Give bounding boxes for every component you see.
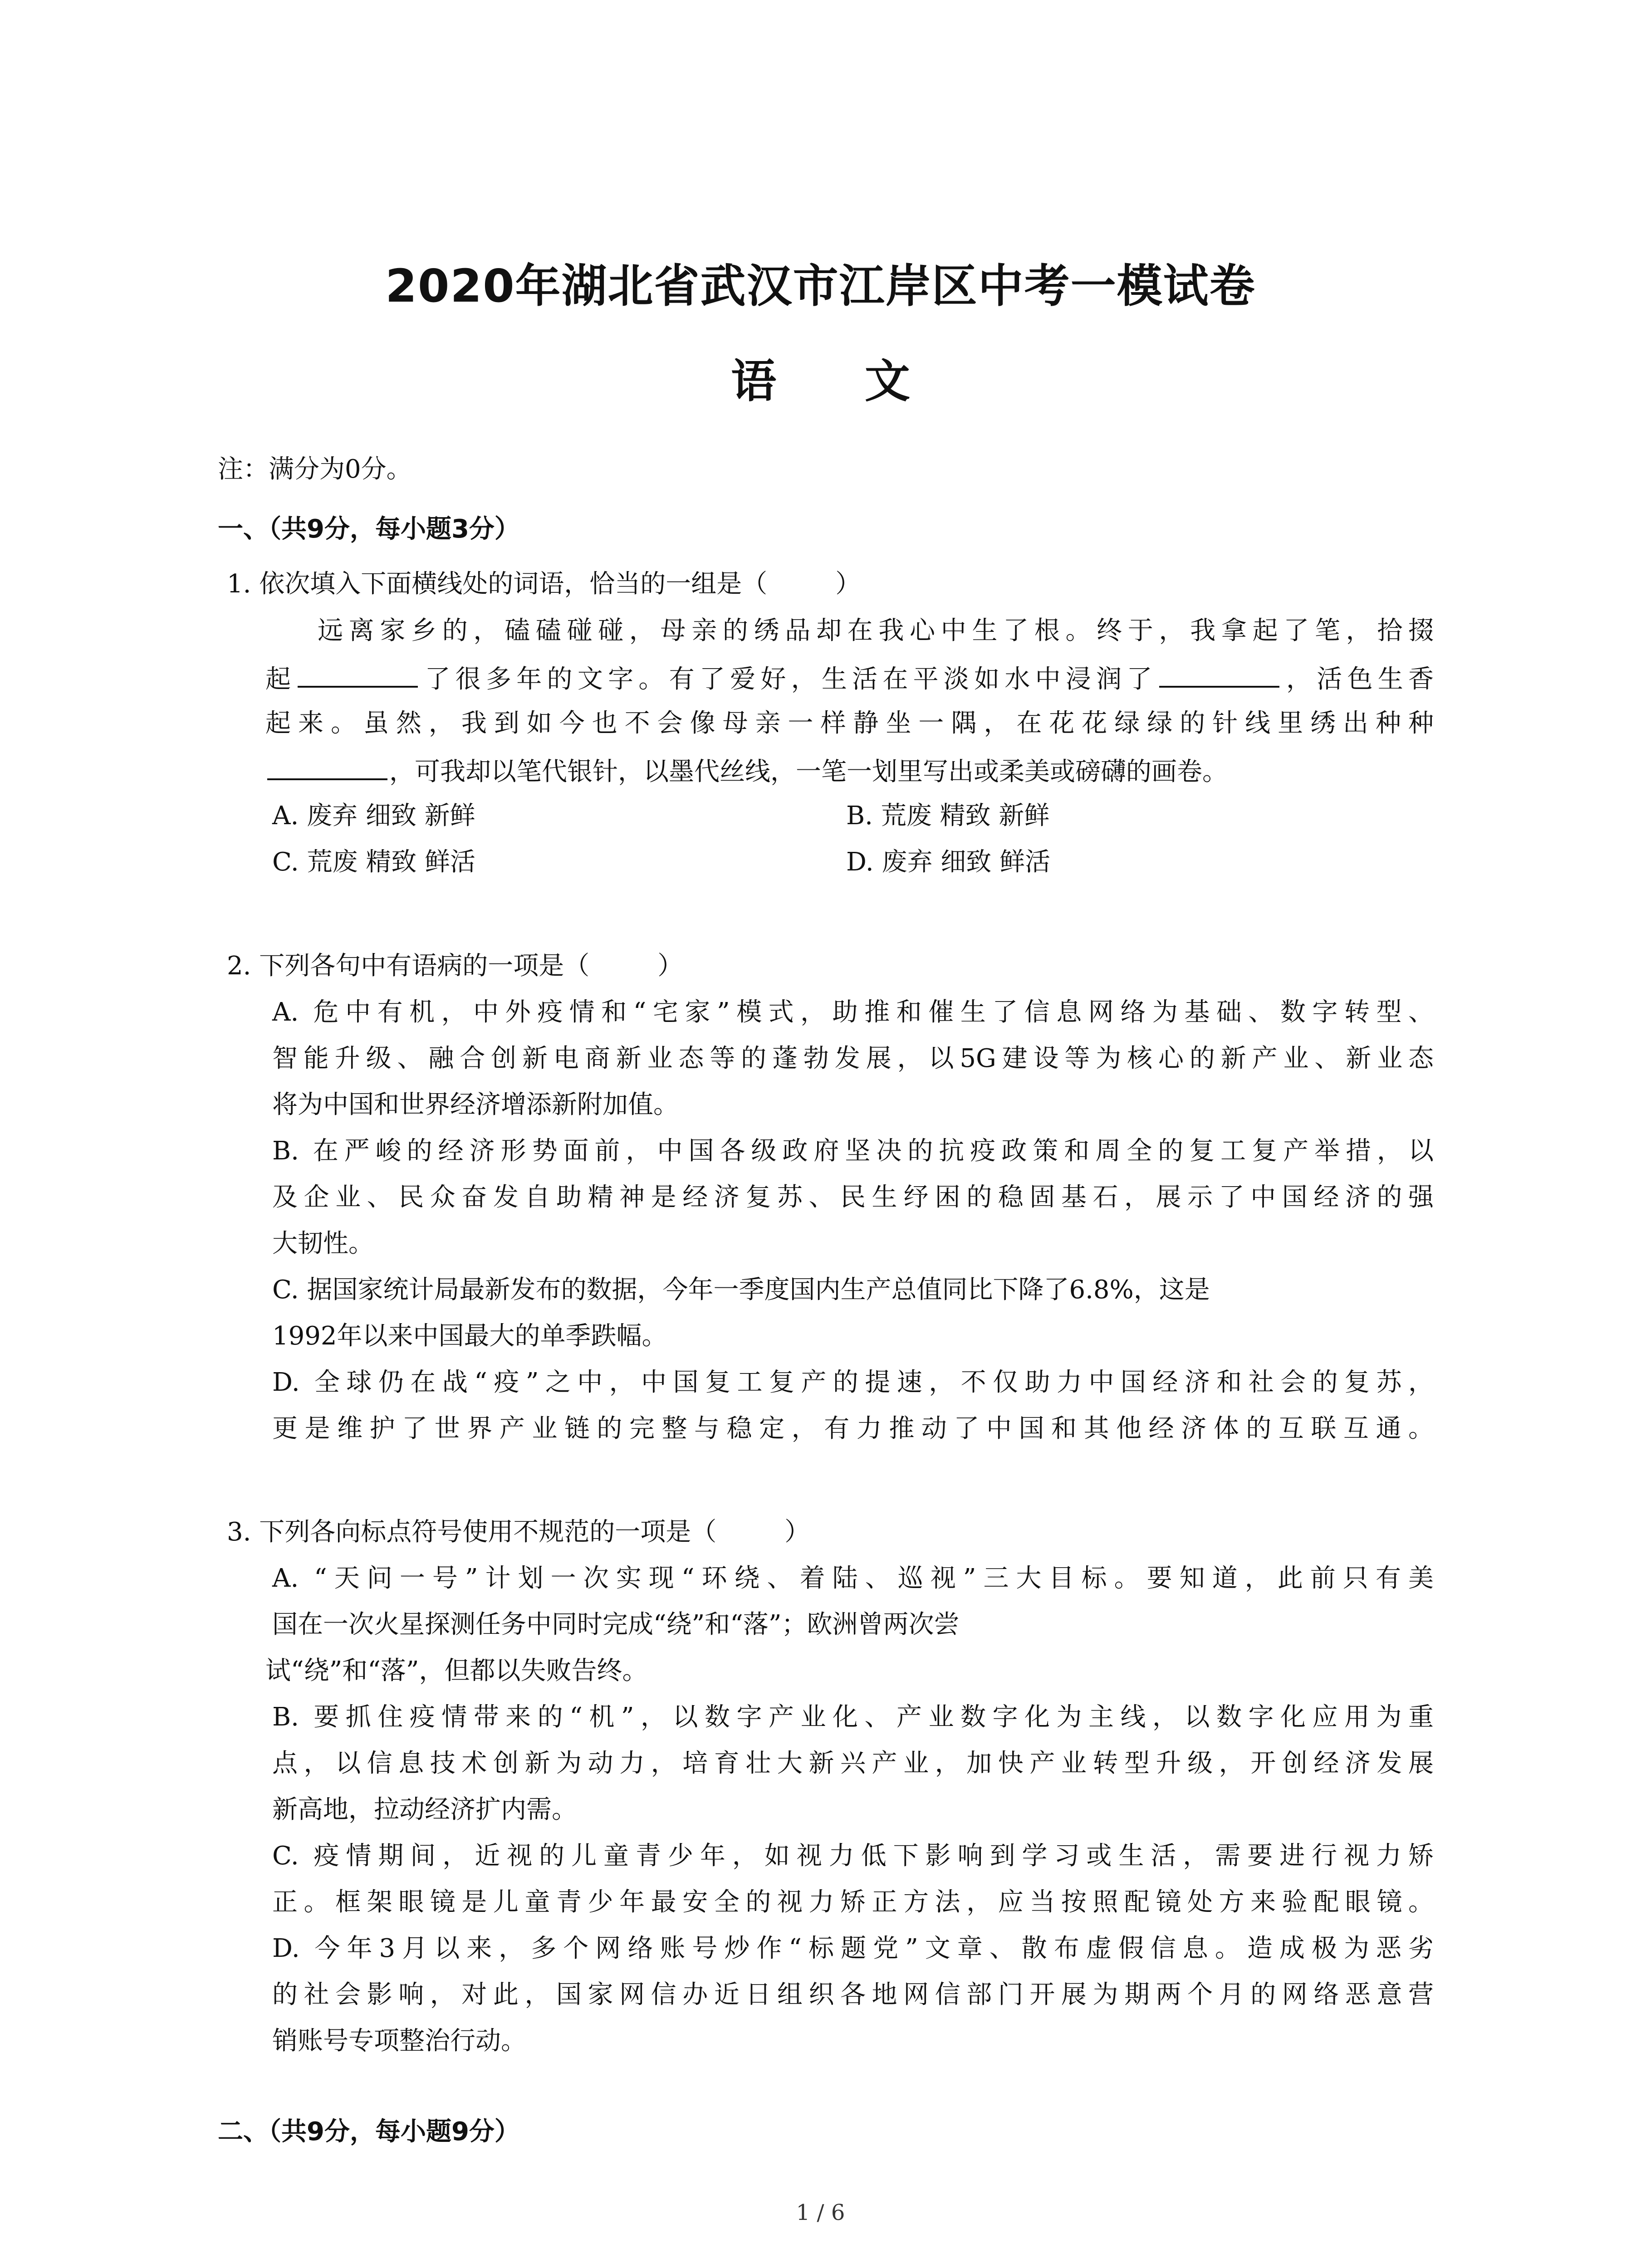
question-1-stem bbox=[227, 568, 861, 600]
question-3-option-a-line-1: A. “天问一号”计划一次实现“环绕、着陆、巡视”三大目标。要知道，此前只有美 bbox=[272, 1564, 1434, 1593]
answer-blank-3 bbox=[267, 754, 387, 780]
question-1-passage-2a: 起 bbox=[265, 665, 296, 694]
question-3-option-d-line-3: 销账号专项整治行动。 bbox=[272, 2026, 526, 2056]
question-2-option-c-line-1: C. 据国家统计局最新发布的数据，今年一季度国内生产总值同比下降了6.8%，这是 bbox=[272, 1275, 1210, 1305]
question-3-option-b-line-2: 点，以信息技术创新为动力，培育壮大新兴产业，加快产业转型升级，开创经济发展 bbox=[272, 1749, 1434, 1778]
question-3-stem-close: ） bbox=[784, 1517, 810, 1547]
question-1-option-d: D. 废弃 细致 鲜活 bbox=[846, 847, 1051, 877]
question-2-option-a-line-1: A. 危中有机，中外疫情和“宅家”模式，助推和催生了信息网络为基础、数字转型、 bbox=[272, 997, 1434, 1027]
question-2-option-c-line-2: 1992年以来中国最大的单季跌幅。 bbox=[272, 1321, 667, 1351]
question-2-option-d-line-1: D. 全球仍在战“疫”之中，中国复工复产的提速，不仅助力中国经济和社会的复苏， bbox=[272, 1368, 1434, 1397]
question-3-option-d-line-2: 的社会影响，对此，国家网信办近日组织各地网信部门开展为期两个月的网络恶意营 bbox=[272, 1980, 1434, 2009]
page-title: 2020年湖北省武汉市江岸区中考一模试卷 bbox=[385, 259, 1256, 313]
question-2-option-d-line-2: 更是维护了世界产业链的完整与稳定，有力推动了中国和其他经济体的互联互通。 bbox=[272, 1414, 1434, 1443]
question-1-stem-text: 1. 依次填入下面横线处的词语，恰当的一组是（ bbox=[227, 569, 768, 599]
question-3-stem-text: 3. 下列各向标点符号使用不规范的一项是（ bbox=[227, 1517, 717, 1547]
question-2-stem-text: 2. 下列各句中有语病的一项是（ bbox=[227, 951, 590, 981]
question-1-passage-4: ，可我却以笔代银针，以墨代丝线，一笔一划里写出或柔美或磅礴的画卷。 bbox=[389, 757, 1228, 787]
question-3-option-a-line-3: 试“绕”和“落”，但都以失败告终。 bbox=[265, 1656, 648, 1686]
question-1-passage-2c: ，活色生香 bbox=[1281, 665, 1434, 694]
page-number: 1 / 6 bbox=[796, 2200, 845, 2225]
section-1-heading: 一、（共9分，每小题3分） bbox=[218, 514, 520, 544]
question-3-stem bbox=[227, 1516, 810, 1548]
question-2-option-b-line-1: B. 在严峻的经济形势面前，中国各级政府坚决的抗疫政策和周全的复工复产举措，以 bbox=[272, 1136, 1434, 1166]
question-3-option-d-line-1: D. 今年3月以来，多个网络账号炒作“标题党”文章、散布虚假信息。造成极为恶劣 bbox=[272, 1934, 1434, 1963]
question-2-option-a-line-2: 智能升级、融合创新电商新业态等的蓬勃发展，以5G建设等为核心的新产业、新业态 bbox=[272, 1044, 1434, 1073]
question-3-option-a-line-2: 国在一次火星探测任务中同时完成“绕”和“落”；欧洲曾两次尝 bbox=[272, 1610, 960, 1639]
section-2-heading: 二、（共9分，每小题9分） bbox=[218, 2117, 520, 2146]
question-2-option-a-line-3: 将为中国和世界经济增添新附加值。 bbox=[272, 1090, 679, 1119]
question-3-option-b-line-3: 新高地，拉动经济扩内需。 bbox=[272, 1795, 577, 1824]
question-2-stem bbox=[227, 950, 683, 982]
question-2-option-b-line-2: 及企业、民众奋发自助精神是经济复苏、民生纾困的稳固基石，展示了中国经济的强 bbox=[272, 1183, 1434, 1212]
question-1-option-a: A. 废弃 细致 新鲜 bbox=[272, 801, 475, 831]
answer-blank-1 bbox=[298, 661, 418, 688]
question-1-option-b: B. 荒废 精致 新鲜 bbox=[846, 801, 1050, 831]
question-1-passage-line-4 bbox=[265, 754, 1228, 788]
question-3-option-b-line-1: B. 要抓住疫情带来的“机”，以数字产业化、产业数字化为主线，以数字化应用为重 bbox=[272, 1702, 1434, 1732]
question-1-passage-line-1: 远离家乡的，磕磕碰碰，母亲的绣品却在我心中生了根。终于，我拿起了笔，拾掇 bbox=[318, 616, 1434, 645]
question-1-passage-2b: 了很多年的文字。有了爱好，生活在平淡如水中浸润了 bbox=[420, 665, 1157, 694]
question-2-stem-close: ） bbox=[657, 951, 683, 981]
question-1-option-c: C. 荒废 精致 鲜活 bbox=[272, 847, 476, 877]
question-2-option-b-line-3: 大韧性。 bbox=[272, 1229, 374, 1258]
score-note: 注：满分为0分。 bbox=[218, 455, 412, 484]
question-1-stem-close: ） bbox=[835, 569, 861, 599]
page-subtitle: 语 文 bbox=[731, 355, 946, 408]
question-3-option-c-line-2: 正。框架眼镜是儿童青少年最安全的视力矫正方法，应当按照配镜处方来验配眼镜。 bbox=[272, 1887, 1434, 1917]
answer-blank-2 bbox=[1159, 661, 1279, 688]
question-3-option-c-line-1: C. 疫情期间，近视的儿童青少年，如视力低下影响到学习或生活，需要进行视力矫 bbox=[272, 1841, 1434, 1871]
question-1-passage-line-2 bbox=[265, 661, 1434, 695]
question-1-passage-line-3: 起来。虽然，我到如今也不会像母亲一样静坐一隅，在花花绿绿的针线里绣出种种 bbox=[265, 709, 1434, 738]
